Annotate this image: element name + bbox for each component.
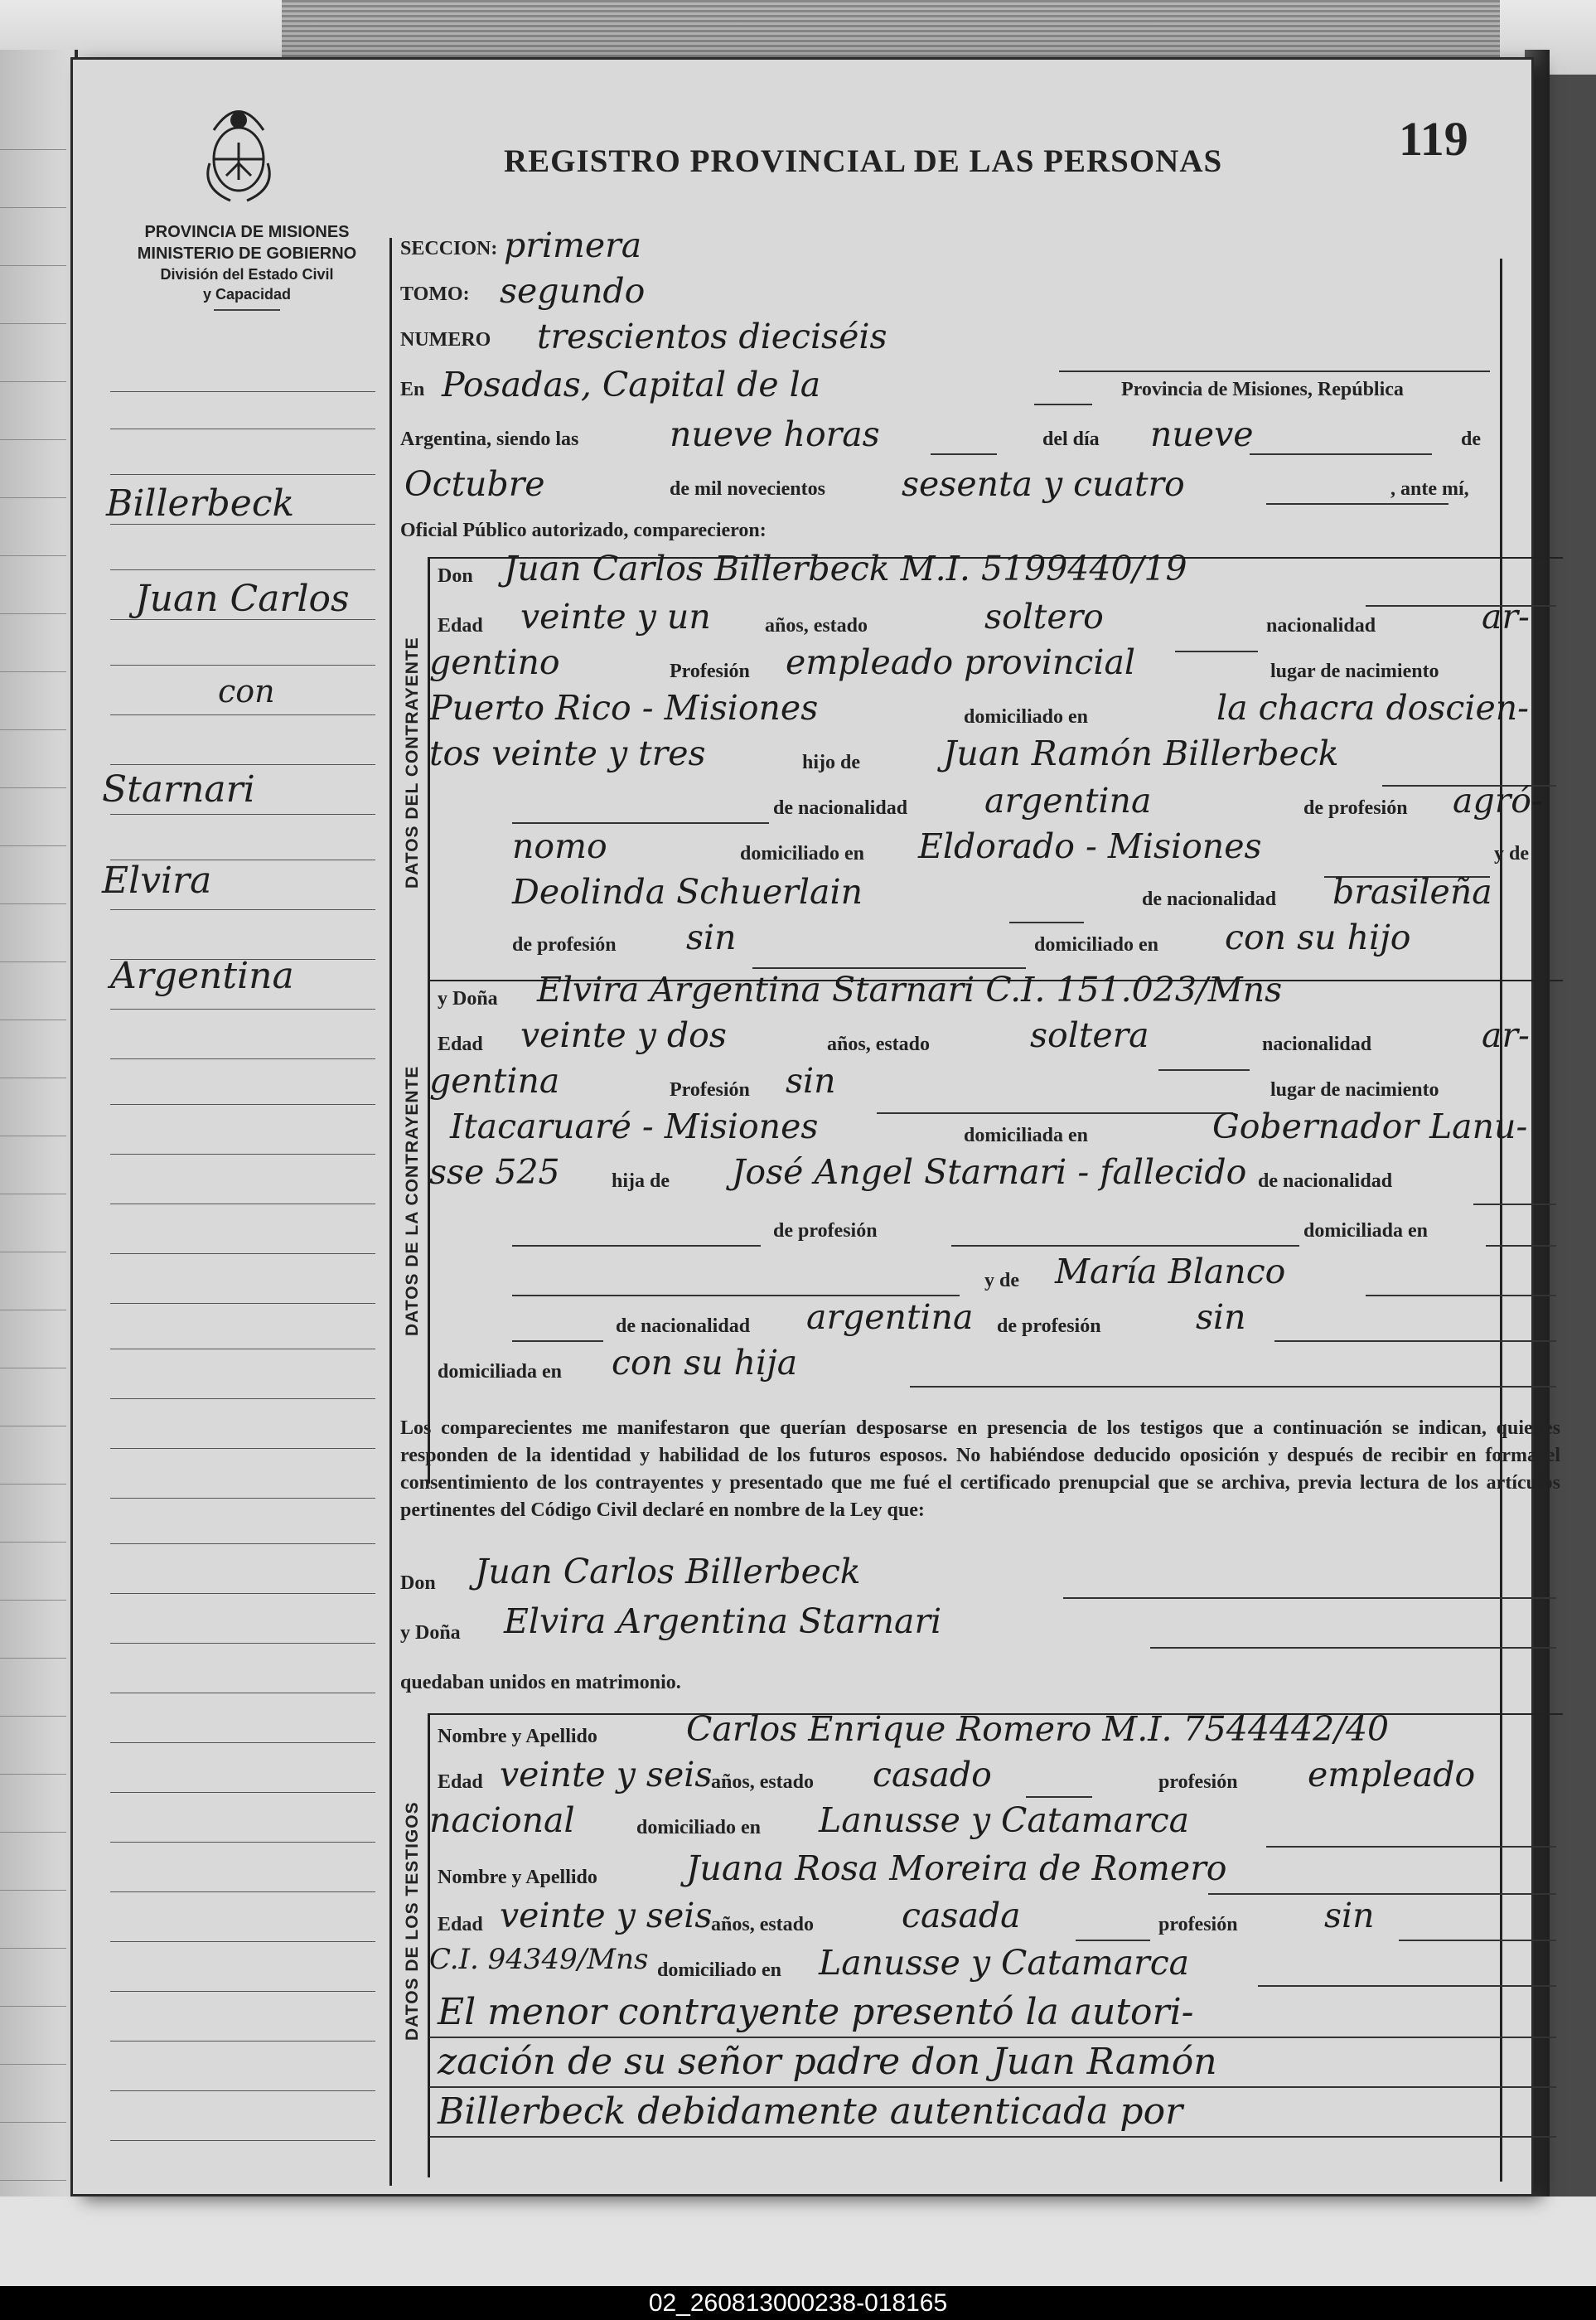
bride-dona-label: y Doña [438, 988, 498, 1010]
bride-madre-dom-fill [910, 1386, 1556, 1388]
groom-section-rule [428, 557, 430, 1040]
margin-line [110, 1991, 375, 1992]
groom-padre: Juan Ramón Billerbeck [943, 734, 1339, 773]
ministry-line-3: División del Estado Civil [160, 266, 334, 283]
w1-edad: veinte y seis [500, 1755, 713, 1794]
groom-padre-profesion: agró- [1453, 781, 1543, 821]
bride-madre-dom-label: domiciliada en [438, 1361, 563, 1383]
w2-anios-estado-label: años, estado [711, 1914, 815, 1935]
seccion-value: primera [504, 225, 642, 265]
bride-profesion: sin [786, 1061, 836, 1101]
groom-madre-fill [1009, 922, 1084, 923]
groom-profesion-label: Profesión [670, 661, 750, 682]
register-page [73, 60, 1560, 2194]
decl-dona-label: y Doña [400, 1622, 461, 1644]
declaration-text: Los comparecientes me manifestaron que querían desposarse en presencia de los testigos que a continuación se indican, quienes responden de la identidad y habilidad de los futuros esposos. No habiéndose deducido oposición y después de recibir en forma el consentimiento de los contrayentes y presentado que me fué el certificado prenupcial que se archiva, previa lectura de los artículos pertinentes del Código Civil declaré en nombre de la Ley que: [400, 1417, 1560, 1521]
margin-line [110, 474, 375, 475]
bride-lugar-nac-label: lugar de nacimiento [1270, 1079, 1439, 1101]
margin-line [110, 1104, 375, 1105]
ministry-underline [214, 309, 280, 311]
w1-profesion-label: profesión [1158, 1771, 1238, 1793]
del-dia-label: del día [1042, 429, 1100, 450]
w1-anios-estado-label: años, estado [711, 1771, 815, 1793]
note-line-1: El menor contrayente presentó la autori- [438, 1991, 1194, 2033]
bride-padre-fill [512, 1245, 761, 1247]
bride-madre-profesion: sin [1196, 1297, 1246, 1337]
groom-madre-domicilio: con su hijo [1225, 918, 1411, 957]
groom-padre-prof-label: de profesión [1303, 797, 1408, 819]
margin-line [110, 1498, 375, 1499]
w2-documento: C.I. 94349/Mns [429, 1943, 649, 1976]
margin-line [110, 764, 375, 765]
groom-section-label: DATOS DEL CONTRAYENTE [403, 637, 422, 889]
dia-fill-line [1250, 453, 1432, 455]
w1-profesion: empleado [1308, 1755, 1476, 1794]
groom-padre-dom-label: domiciliado en [740, 843, 865, 865]
margin-line [110, 1253, 375, 1254]
groom-padre-profesion-cont: nomo [512, 826, 607, 866]
note-rule-3 [429, 2136, 1556, 2138]
bride-madre-domicilio: con su hija [612, 1343, 798, 1383]
margin-line [110, 1792, 375, 1793]
bride-edad: veinte y dos [520, 1015, 727, 1055]
bride-nacionalidad-label: nacionalidad [1262, 1034, 1372, 1055]
decl-don-label: Don [400, 1572, 436, 1594]
margin-name-given: Juan Carlos [135, 578, 350, 620]
dia-value: nueve [1150, 414, 1254, 454]
groom-padre-nac-label: de nacionalidad [773, 797, 908, 819]
numero-value: trescientos dieciséis [537, 317, 887, 356]
coat-of-arms-icon [197, 97, 280, 209]
bride-padre-nac-fill [1473, 1204, 1556, 1205]
bride-nacionalidad: ar- [1482, 1015, 1530, 1055]
bride-domicilio-cont: sse 525 [429, 1152, 560, 1192]
bride-madre-fill [512, 1295, 960, 1296]
groom-edad-label: Edad [438, 615, 483, 637]
groom-padre-fill-2 [512, 822, 769, 824]
bride-madre-prof-label: de profesión [997, 1315, 1101, 1337]
w2-profesion-fill [1399, 1940, 1556, 1941]
decl-dona-name: Elvira Argentina Starnari [504, 1601, 942, 1641]
margin-line [110, 1941, 375, 1942]
margin-line [110, 714, 375, 715]
groom-estado: soltero [984, 597, 1104, 637]
groom-estado-fill [1175, 651, 1258, 652]
page-number: 119 [1399, 112, 1468, 166]
margin-line [110, 814, 375, 815]
footer-id: 02_260813000238-018165 [648, 2289, 948, 2317]
groom-anios-estado-label: años, estado [765, 615, 868, 637]
anio-fill-line [1266, 503, 1448, 505]
groom-lugar-nac-label: lugar de nacimiento [1270, 661, 1439, 682]
background-bottom [0, 2196, 1596, 2288]
bride-nacionalidad-cont: gentina [429, 1061, 560, 1101]
decl-don-name: Juan Carlos Billerbeck [475, 1552, 861, 1591]
groom-name: Juan Carlos Billerbeck M.I. 5199440/19 [504, 549, 1187, 588]
groom-madre-nac-label: de nacionalidad [1142, 889, 1277, 910]
margin-name-con: con [218, 673, 275, 710]
w2-nombre: Juana Rosa Moreira de Romero [686, 1848, 1227, 1888]
bride-padre: José Angel Starnari - fallecido [732, 1152, 1247, 1192]
w2-domicilio-label: domiciliado en [657, 1959, 782, 1981]
bride-anios-estado-label: años, estado [827, 1034, 931, 1055]
groom-hijo-de-label: hijo de [802, 752, 861, 773]
bride-madre-nac-label: de nacionalidad [616, 1315, 751, 1337]
w1-profesion-cont: nacional [429, 1800, 575, 1840]
w2-edad: veinte y seis [500, 1896, 713, 1935]
margin-line [110, 2140, 375, 2141]
bride-padre-nac-label: de nacionalidad [1258, 1170, 1393, 1192]
numero-fill-line [1059, 371, 1490, 372]
tomo-label: TOMO: [400, 283, 470, 305]
groom-madre-nacionalidad: brasileña [1332, 872, 1492, 912]
groom-madre-dom-label: domiciliado en [1034, 934, 1159, 956]
bride-profesion-label: Profesión [670, 1079, 750, 1101]
margin-line [110, 2041, 375, 2042]
w1-domicilio: Lanusse y Catamarca [819, 1800, 1190, 1840]
bride-padre-prof-label: de profesión [773, 1220, 878, 1242]
groom-nacionalidad: ar- [1482, 597, 1530, 637]
w2-domicilio: Lanusse y Catamarca [819, 1943, 1190, 1983]
groom-domiciliado-label: domiciliado en [964, 706, 1089, 728]
groom-padre-domicilio: Eldorado - Misiones [918, 826, 1262, 866]
w1-edad-label: Edad [438, 1771, 483, 1793]
groom-madre-prof-label: de profesión [512, 934, 617, 956]
margin-line [110, 1009, 375, 1010]
margin-line [110, 1891, 375, 1892]
decl-closing: quedaban unidos en matrimonio. [400, 1672, 681, 1693]
page-title: REGISTRO PROVINCIAL DE LAS PERSONAS [504, 143, 1223, 179]
provincia-label: Provincia de Misiones, República [1121, 379, 1404, 400]
groom-domicilio-cont: tos veinte y tres [429, 734, 706, 773]
hora-value: nueve horas [670, 414, 880, 454]
bride-domiciliada-label: domiciliada en [964, 1125, 1089, 1146]
bride-section-label: DATOS DE LA CONTRAYENTE [403, 1065, 422, 1336]
bride-lugar-nacimiento: Itacaruaré - Misiones [450, 1107, 819, 1146]
bride-edad-label: Edad [438, 1034, 483, 1055]
bride-estado: soltera [1030, 1015, 1149, 1055]
w2-estado: casada [902, 1896, 1021, 1935]
bride-padre-prof-fill [951, 1245, 1299, 1247]
margin-line [110, 1398, 375, 1399]
margin-line [110, 2090, 375, 2091]
w2-profesion-label: profesión [1158, 1914, 1238, 1935]
mes-value: Octubre [404, 464, 545, 504]
w2-nombre-fill [1208, 1893, 1556, 1895]
groom-profesion: empleado provincial [786, 642, 1136, 682]
margin-name-surname: Billerbeck [106, 482, 295, 525]
margin-name-bride-surname: Starnari [102, 768, 255, 811]
margin-line [110, 1842, 375, 1843]
w1-estado: casado [873, 1755, 992, 1794]
w1-estado-fill [1026, 1796, 1092, 1798]
main-column-rule [389, 238, 392, 2186]
bride-madre-nac-fill [512, 1340, 603, 1342]
ministry-line-2: MINISTERIO DE GOBIERNO [137, 245, 357, 263]
margin-line [110, 1154, 375, 1155]
de-mil-label: de mil novecientos [670, 478, 825, 500]
decl-don-fill [1063, 1597, 1556, 1599]
margin-line [110, 1643, 375, 1644]
seccion-label: SECCION: [400, 238, 498, 259]
bride-padre-dom-fill [1486, 1245, 1556, 1247]
groom-nacionalidad-label: nacionalidad [1266, 615, 1376, 637]
witness-section-label: DATOS DE LOS TESTIGOS [403, 1801, 422, 2041]
en-label: En [400, 379, 425, 400]
w2-profesion: sin [1324, 1896, 1375, 1935]
margin-line [110, 569, 375, 570]
note-rule-1 [429, 2037, 1556, 2038]
bride-madre: María Blanco [1055, 1252, 1286, 1291]
groom-madre: Deolinda Schuerlain [512, 872, 863, 912]
margin-name-bride-given: Elvira [102, 860, 212, 902]
margin-line [110, 1303, 375, 1304]
margin-name-bride-second: Argentina [110, 955, 294, 997]
groom-y-de-label: y de [1494, 843, 1529, 865]
groom-madre-profesion: sin [686, 918, 737, 957]
note-rule-2 [429, 2086, 1556, 2088]
bride-section-rule [428, 980, 430, 1484]
ante-mi-label: , ante mí, [1390, 478, 1469, 500]
lugar-value: Posadas, Capital de la [442, 365, 821, 404]
left-page-edge [0, 50, 78, 2238]
w2-nombre-label: Nombre y Apellido [438, 1867, 597, 1888]
margin-line [110, 665, 375, 666]
bride-padre-dom-label: domiciliada en [1303, 1220, 1429, 1242]
ministry-line-1: PROVINCIA DE MISIONES [144, 223, 350, 241]
w2-domicilio-fill [1258, 1985, 1556, 1987]
groom-domicilio: la chacra doscien- [1216, 688, 1530, 728]
note-line-3: Billerbeck debidamente autenticada por [438, 2090, 1183, 2133]
margin-line [110, 1742, 375, 1743]
w1-nombre: Carlos Enrique Romero M.I. 7544442/40 [686, 1709, 1390, 1749]
groom-nacionalidad-cont: gentino [429, 642, 560, 682]
numero-label: NUMERO [400, 329, 491, 351]
lugar-fill-line [1034, 404, 1092, 405]
margin-line [110, 1593, 375, 1594]
bride-madre-fill-2 [1366, 1295, 1556, 1296]
margin-line [110, 1058, 375, 1059]
bride-estado-fill [1158, 1069, 1250, 1071]
groom-madre-prof-fill [752, 967, 1026, 969]
tomo-value: segundo [500, 271, 646, 311]
w2-edad-label: Edad [438, 1914, 483, 1935]
note-line-2: zación de su señor padre don Juan Ramón [438, 2041, 1217, 2083]
anio-value: sesenta y cuatro [902, 464, 1185, 504]
de-label: de [1461, 429, 1481, 450]
bride-y-de-label: y de [984, 1270, 1019, 1291]
bride-madre-prof-fill [1274, 1340, 1556, 1342]
groom-padre-nacionalidad: argentina [984, 781, 1152, 821]
hora-fill-line [931, 453, 997, 455]
groom-don-label: Don [438, 565, 473, 587]
w1-nombre-label: Nombre y Apellido [438, 1726, 597, 1747]
margin-line [110, 1448, 375, 1449]
bride-name: Elvira Argentina Starnari C.I. 151.023/Mns [537, 970, 1283, 1010]
bride-domicilio: Gobernador Lanu- [1212, 1107, 1528, 1146]
decl-dona-fill [1150, 1647, 1556, 1649]
ministry-header [106, 221, 388, 311]
bride-profesion-fill [877, 1112, 1233, 1114]
ministry-line-4: y Capacidad [202, 286, 292, 303]
w1-domicilio-fill [1266, 1846, 1556, 1848]
oficial-label: Oficial Público autorizado, comparecieron: [400, 520, 767, 541]
groom-lugar-nacimiento: Puerto Rico - Misiones [429, 688, 819, 728]
bride-hija-de-label: hija de [612, 1170, 670, 1192]
w1-domicilio-label: domiciliado en [636, 1817, 762, 1838]
margin-line [110, 1543, 375, 1544]
groom-edad: veinte y un [520, 597, 711, 637]
w2-estado-fill [1076, 1940, 1150, 1941]
margin-line [110, 909, 375, 910]
argentina-siendo-label: Argentina, siendo las [400, 429, 579, 450]
bride-madre-nacionalidad: argentina [806, 1297, 974, 1337]
margin-line [110, 391, 375, 392]
